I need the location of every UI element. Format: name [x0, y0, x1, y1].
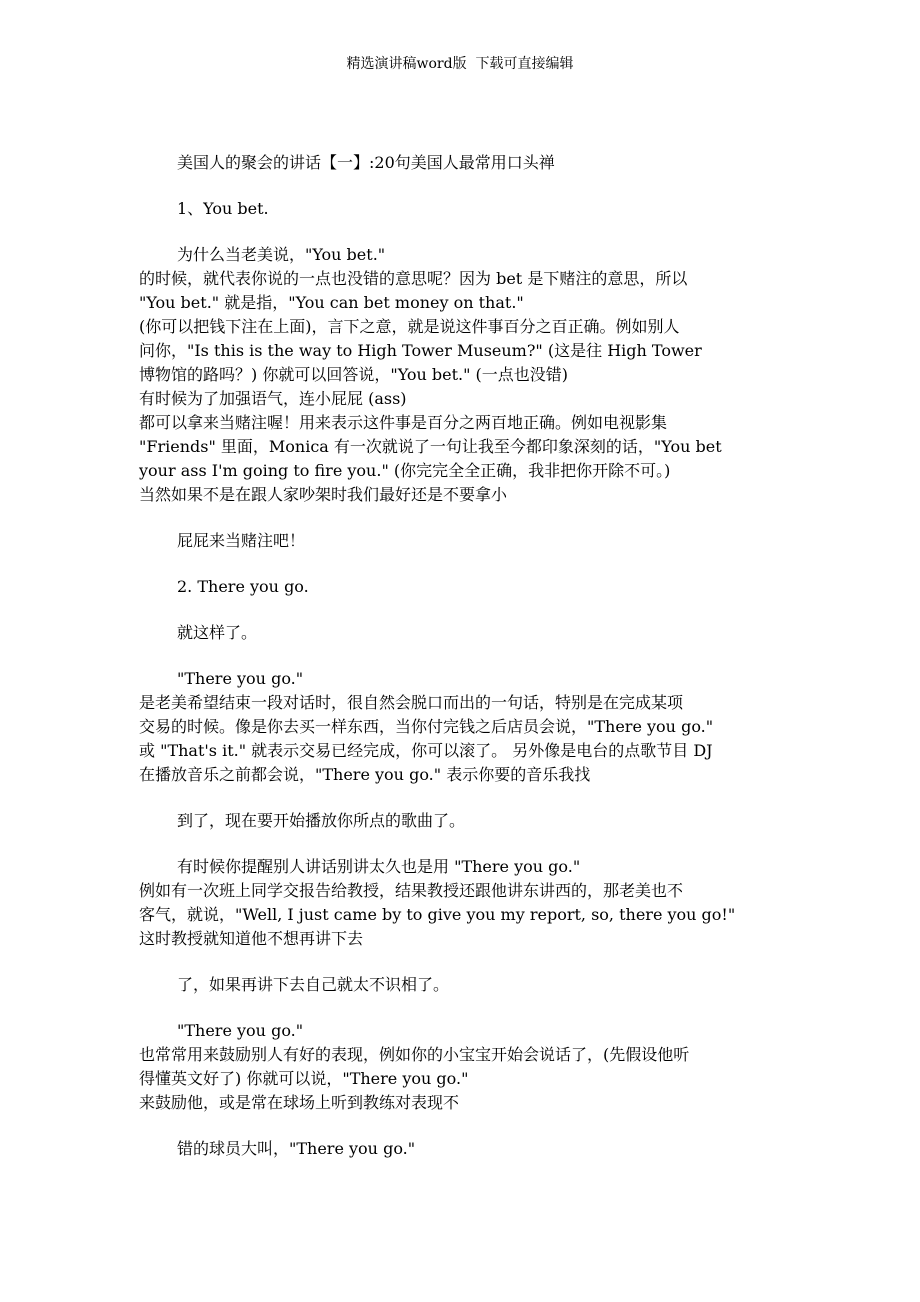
paragraph-line: 到了，现在要开始播放你所点的歌曲了。 — [177, 811, 466, 830]
paragraph-line: "There you go." — [177, 1021, 304, 1040]
paragraph — [139, 667, 789, 787]
paragraph-line: 了，如果再讲下去自己就太不识相了。 — [177, 975, 450, 994]
paragraph-line: 都可以拿来当赌注喔！用来表示这件事是百分之两百地正确。例如电视影集 — [139, 413, 668, 432]
paragraph-line: 问你，"Is this is the way to High Tower Museum?" (这是往 High Tower — [139, 341, 702, 360]
paragraph-line: 交易的时候。像是你去买一样东西，当你付完钱之后店员会说，"There you go." — [139, 717, 714, 736]
paragraph-line: 客气，就说，"Well, I just came by to give you my report, so, there you go!" — [139, 905, 736, 924]
document-body — [139, 151, 789, 1183]
paragraph-line: 的时候，就代表你说的一点也没错的意思呢？因为 bet 是下赌注的意思，所以 — [139, 269, 688, 288]
paragraph — [139, 809, 789, 833]
paragraph-line: 来鼓励他，或是常在球场上听到教练对表现不 — [139, 1093, 460, 1112]
paragraph-line: 也常常用来鼓励别人有好的表现，例如你的小宝宝开始会说话了，(先假设他听 — [139, 1045, 690, 1064]
paragraph-line: 有时候为了加强语气，连小屁屁 (ass) — [139, 389, 407, 408]
paragraph-line: your ass I'm going to fire you." (你完完全全正确，我非把你开除不可。) — [139, 461, 671, 480]
paragraph — [139, 855, 789, 951]
paragraph-line: "You bet." 就是指，"You can bet money on that." — [139, 293, 524, 312]
paragraph — [139, 621, 789, 645]
paragraph — [139, 1019, 789, 1115]
paragraph-line: "There you go." — [177, 669, 304, 688]
paragraph-line: 博物馆的路吗？) 你就可以回答说，"You bet." (一点也没错) — [139, 365, 569, 384]
paragraph — [139, 575, 789, 599]
page-header: 精选演讲稿word版 下载可直接编辑 — [346, 56, 574, 72]
paragraph-line: 错的球员大叫，"There you go." — [177, 1139, 416, 1158]
paragraph — [139, 973, 789, 997]
paragraph-line: 当然如果不是在跟人家吵架时我们最好还是不要拿小 — [139, 485, 508, 504]
paragraph-line: 得懂英文好了) 你就可以说，"There you go." — [139, 1069, 469, 1088]
paragraph-line: 2. There you go. — [177, 577, 309, 596]
paragraph-line: 或 "That's it." 就表示交易已经完成，你可以滚了。 另外像是电台的点歌节目 DJ — [139, 741, 713, 760]
paragraph-line: 1、You bet. — [177, 199, 269, 218]
paragraph-line: 有时候你提醒别人讲话别讲太久也是用 "There you go." — [177, 857, 581, 876]
paragraph-line: "Friends" 里面，Monica 有一次就说了一句让我至今都印象深刻的话，"You bet — [139, 437, 722, 456]
paragraph — [139, 529, 789, 553]
paragraph-line: 屁屁来当赌注吧！ — [177, 531, 306, 550]
paragraph-line: 在播放音乐之前都会说，"There you go." 表示你要的音乐我找 — [139, 765, 591, 784]
paragraph-line: 为什么当老美说，"You bet." — [177, 245, 386, 264]
paragraph-line: 美国人的聚会的讲话【一】:20句美国人最常用口头禅 — [177, 153, 555, 172]
paragraph — [139, 243, 789, 507]
paragraph-line: 是老美希望结束一段对话时，很自然会脱口而出的一句话，特别是在完成某项 — [139, 693, 684, 712]
paragraph — [139, 151, 789, 175]
paragraph — [139, 197, 789, 221]
paragraph-line: 这时教授就知道他不想再讲下去 — [139, 929, 364, 948]
paragraph-line: (你可以把钱下注在上面)，言下之意，就是说这件事百分之百正确。例如别人 — [139, 317, 680, 336]
paragraph-line: 就这样了。 — [177, 623, 258, 642]
paragraph-line: 例如有一次班上同学交报告给教授，结果教授还跟他讲东讲西的，那老美也不 — [139, 881, 684, 900]
paragraph — [139, 1137, 789, 1161]
